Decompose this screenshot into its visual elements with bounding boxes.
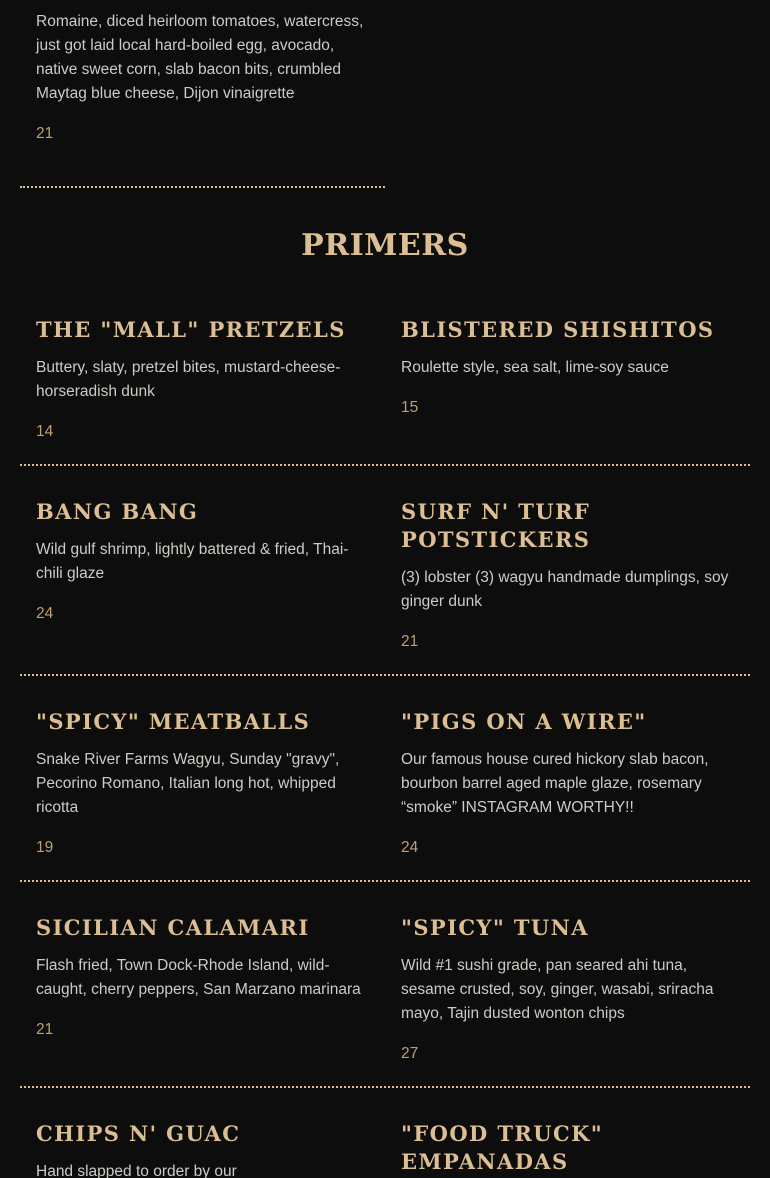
- menu-item-description: Flash fried, Town Dock-Rhode Island, wild-caught, cherry peppers, San Marzano marinara: [36, 957, 361, 998]
- menu-item-title: SURF N' TURF POTSTICKERS: [401, 499, 591, 552]
- menu-item-description: Roulette style, sea salt, lime-soy sauce: [401, 359, 669, 376]
- menu-item-title: BLISTERED SHISHITOS: [401, 317, 715, 342]
- menu-item-price: 24: [401, 839, 419, 856]
- menu-item: [385, 914, 750, 1066]
- menu-item-title: "PIGS ON A WIRE": [401, 709, 647, 734]
- menu-item: [20, 316, 385, 444]
- menu-item-price: 19: [36, 839, 54, 856]
- menu-item: [20, 1120, 385, 1178]
- menu-item: [20, 498, 385, 626]
- divider: [20, 186, 385, 188]
- menu-item-description: Our famous house cured hickory slab bacon, bourbon barrel aged maple glaze, rosemary “smoke” INSTAGRAM WORTHY!!: [401, 751, 709, 816]
- menu-item: [385, 498, 750, 654]
- menu-item-price: 21: [36, 125, 54, 142]
- section-title: PRIMERS: [301, 228, 469, 263]
- menu-item-title: "FOOD TRUCK" EMPANADAS: [401, 1121, 604, 1174]
- menu-item: [20, 708, 385, 860]
- menu-item: [385, 708, 750, 860]
- menu-item-description: Wild gulf shrimp, lightly battered & fried, Thai-chili glaze: [36, 541, 349, 582]
- menu-item-price: 21: [36, 1021, 54, 1038]
- menu-item-price: 15: [401, 399, 419, 416]
- menu-item-price: 14: [36, 423, 54, 440]
- menu-item-description: (3) lobster (3) wagyu handmade dumplings, soy ginger dunk: [401, 569, 729, 610]
- menu-item-description: Buttery, slaty, pretzel bites, mustard-cheese-horseradish dunk: [36, 359, 341, 400]
- menu-item: [385, 316, 750, 420]
- divider: [20, 674, 750, 676]
- menu-item: [385, 1120, 750, 1176]
- menu-item-description: Romaine, diced heirloom tomatoes, watercress, just got laid local hard-boiled egg, avocado, native sweet corn, slab bacon bits, crumbled Maytag blue cheese, Dijon vinaigrette: [36, 13, 364, 102]
- menu-item-description: Snake River Farms Wagyu, Sunday "gravy", Pecorino Romano, Italian long hot, whipped ricotta: [36, 751, 340, 816]
- divider: [20, 464, 750, 466]
- menu-item: [20, 914, 385, 1042]
- divider: [20, 1086, 750, 1088]
- menu-item-title: "SPICY" TUNA: [401, 915, 589, 940]
- menu-item-intro: [20, 10, 385, 146]
- menu-item-title: CHIPS N' GUAC: [36, 1121, 241, 1146]
- menu-item-title: SICILIAN CALAMARI: [36, 915, 310, 940]
- menu-item-title: THE "MALL" PRETZELS: [36, 317, 346, 342]
- menu-item-title: "SPICY" MEATBALLS: [36, 709, 311, 734]
- menu-item-description: Wild #1 sushi grade, pan seared ahi tuna, sesame crusted, soy, ginger, wasabi, sriracha mayo, Tajin dusted wonton chips: [401, 957, 714, 1022]
- menu-item-price: 27: [401, 1045, 419, 1062]
- menu-item-title: BANG BANG: [36, 499, 199, 524]
- menu-item-price: 24: [36, 605, 54, 622]
- menu-item-price: 21: [401, 633, 419, 650]
- menu-item-description: Hand slapped to order by our: [36, 1163, 237, 1178]
- divider: [20, 880, 750, 882]
